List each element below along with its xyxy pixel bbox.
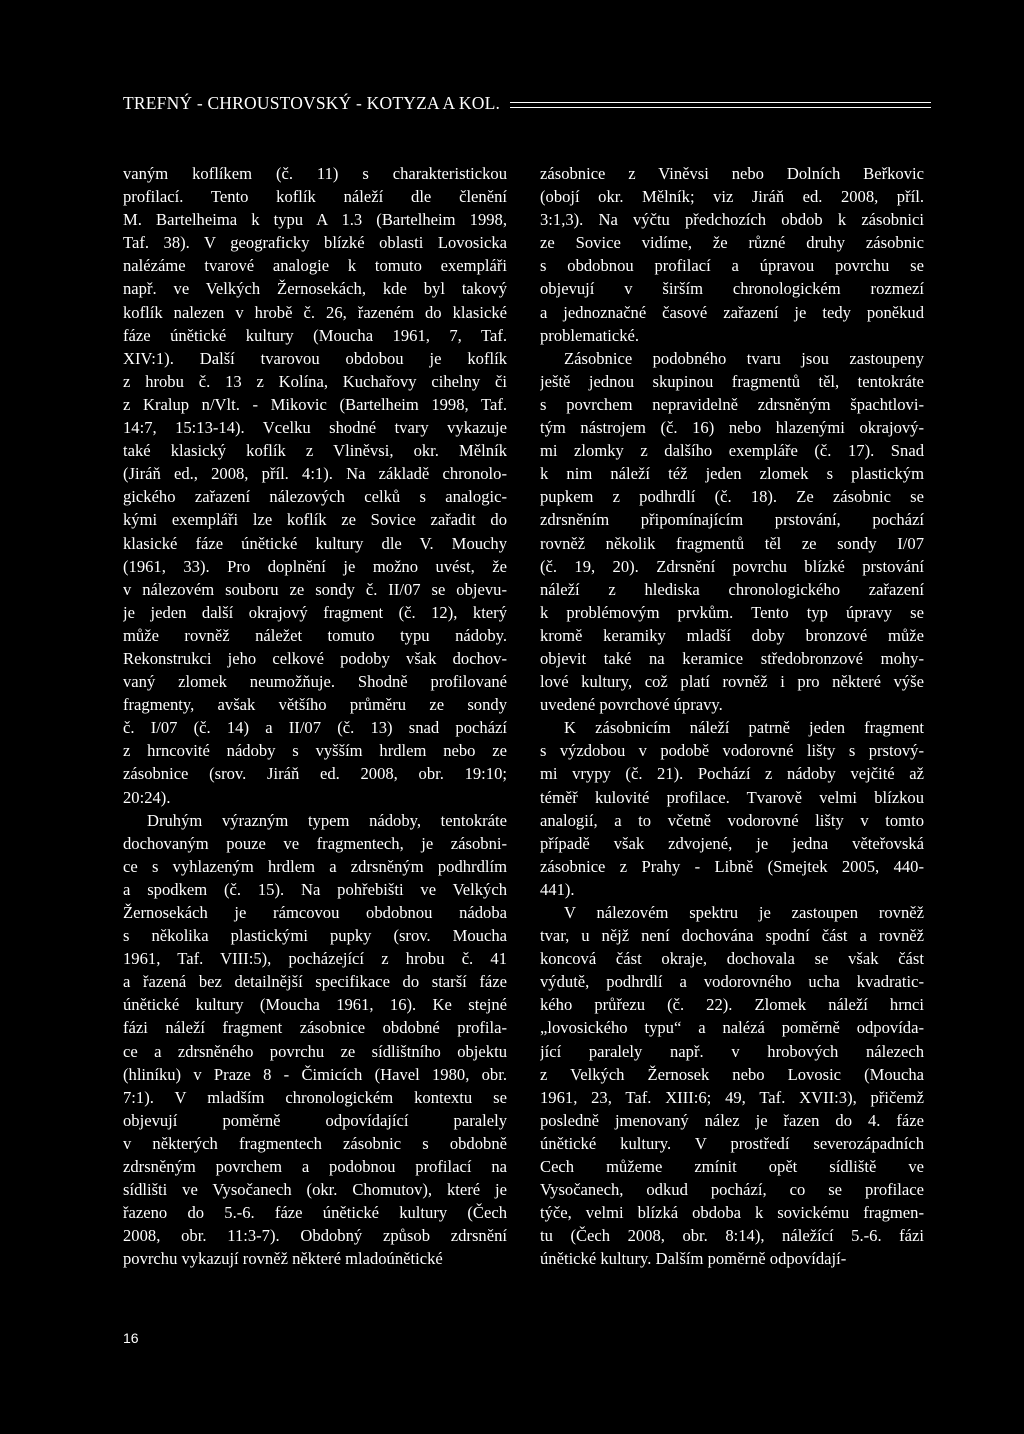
text-line: Taf. 38). V geograficky blízké oblasti Lovosicka xyxy=(123,233,507,253)
text-line: povrchu vykazují rovněž některé mladoúnětické xyxy=(123,1249,443,1269)
text-line: kromě keramiky mladší doby bronzové může xyxy=(540,625,924,645)
text-line: pupkem z podhrdlí (č. 18). Ze zásobnic se xyxy=(540,487,924,507)
text-line: vaným koflíkem (č. 11) s charakteristickou xyxy=(123,164,507,183)
text-line: mi vrypy (č. 21). Pochází z nádoby vejčité až xyxy=(540,764,924,784)
text-line: tvar, u nějž není dochována spodní část a rovněž xyxy=(540,926,924,946)
text-line: tu (Čech 2008, obr. 8:14), náležící 5.-6. fázi xyxy=(540,1226,924,1246)
text-line: zásobnice z Viněvsi nebo Dolních Beřkovic xyxy=(540,164,924,183)
text-line: sídlišti ve Vysočanech (okr. Chomutov), které je xyxy=(123,1180,507,1200)
text-line: tým nástrojem (č. 16) nebo hlazenými okrajový- xyxy=(540,418,924,438)
text-line: a řazená bez detailnější specifikace do starší fáze xyxy=(123,972,507,992)
text-line: fragmenty, avšak většího průměru ze sondy xyxy=(123,695,507,715)
text-line: k nim náleží též jeden zlomek s plastickým xyxy=(540,464,924,484)
text-line: z Kralup n/Vlt. - Mikovic (Bartelheim 1998, Taf. xyxy=(123,394,507,414)
text-line: únětické kultury (Moucha 1961, 16). Ke stejné xyxy=(123,995,507,1015)
text-line: č. I/07 (č. 14) a II/07 (č. 13) snad pochází xyxy=(123,718,507,738)
text-line: řazeno do 5.-6. fáze únětické kultury (Čech xyxy=(123,1203,507,1223)
text-line: s několika plastickými pupky (srov. Moucha xyxy=(123,926,507,946)
left-text-column xyxy=(123,162,507,1271)
text-line: 1961, 23, Taf. XIII:6; 49, Taf. XVII:3), přičemž xyxy=(540,1087,924,1107)
text-line: objevují v širším chronologickém rozmezí xyxy=(540,279,924,299)
text-line: fáze únětické kultury (Moucha 1961, 7, Taf. xyxy=(123,325,507,345)
text-line: např. ve Velkých Žernosekách, kde byl takový xyxy=(123,279,507,299)
text-line: fázi náleží fragment zásobnice obdobné profila- xyxy=(123,1018,507,1038)
running-header xyxy=(123,93,931,114)
text-line: mi zlomky z dalšího exempláře (č. 17). Snad xyxy=(540,441,924,461)
text-line: z hrobu č. 13 z Kolína, Kuchařovy cihelny či xyxy=(123,371,507,391)
text-line: a jednoznačné časové zařazení je tedy poněkud xyxy=(540,302,924,322)
text-line: klasické fáze únětické kultury dle V. Mouchy xyxy=(123,533,507,553)
text-line: rovněž několik fragmentů těl ze sondy I/07 xyxy=(540,533,924,553)
text-line: V nálezovém spektru je zastoupen rovněž xyxy=(564,903,924,922)
text-line: náleží z hlediska chronologického zařazení xyxy=(540,579,924,599)
text-line: analogií, a to včetně vodorovné lišty v tomto xyxy=(540,810,924,830)
text-line: Žernosekách je rámcovou obdobnou nádoba xyxy=(123,903,507,922)
text-line: zásobnice z Prahy - Libně (Smejtek 2005, 440- xyxy=(540,856,924,876)
text-line: XIV:1). Další tvarovou obdobou je koflík xyxy=(123,348,507,368)
text-line: 20:24). xyxy=(123,787,171,807)
text-line: je jeden další okrajový fragment (č. 12), který xyxy=(123,602,507,622)
text-line: případě však zdvojené, je jedna věteřovská xyxy=(540,833,924,853)
text-line: zásobnice (srov. Jiráň ed. 2008, obr. 19:10; xyxy=(123,764,507,784)
text-line: výdutě, podhrdlí a vodorovného ucha kvadratic- xyxy=(540,972,924,992)
text-line: nalézáme tvarové analogie k tomuto exempláři xyxy=(123,256,507,276)
right-text-column xyxy=(540,162,924,1271)
text-line: může rovněž náležet tomuto typu nádoby. xyxy=(123,625,507,645)
header-double-rule xyxy=(510,102,931,108)
text-line: 3:1,3). Na výčtu předchozích obdob k zásobnici xyxy=(540,210,924,230)
text-line: koncová část okraje, dochovala se však část xyxy=(540,949,924,969)
text-line: 7:1). V mladším chronologickém kontextu se xyxy=(123,1087,507,1107)
text-line: také klasický koflík z Vliněvsi, okr. Mělník xyxy=(123,441,507,461)
text-line: gického zařazení nálezových celků s analogic- xyxy=(123,487,507,507)
text-line: (1961, 33). Pro doplnění je možno uvést, že xyxy=(123,556,507,576)
text-line: objevit také na keramice středobronzové mohy- xyxy=(540,648,924,668)
text-line: zdrsněným povrchem a podobnou profilací na xyxy=(123,1157,507,1177)
text-line: kého průřezu (č. 22). Zlomek náleží hrnci xyxy=(540,995,924,1015)
text-line: a spodkem (č. 15). Na pohřebišti ve Velkých xyxy=(123,879,507,899)
text-line: M. Bartelheima k typu A 1.3 (Bartelheim 1998, xyxy=(123,210,507,230)
text-line: (č. 19, 20). Zdrsnění povrchu blízké prstování xyxy=(540,556,924,576)
text-line: 2008, obr. 11:3-7). Obdobný způsob zdrsnění xyxy=(123,1226,507,1246)
text-line: ce s vyhlazeným hrdlem a zdrsněným podhrdlím xyxy=(123,856,507,876)
text-line: Zásobnice podobného tvaru jsou zastoupeny xyxy=(564,348,924,368)
text-line: (Jiráň ed., 2008, příl. 4:1). Na základě chronolo- xyxy=(123,464,507,484)
text-line: koflík nalezen v hrobě č. 26, řazeném do klasické xyxy=(123,302,507,322)
text-line: lové kultury, což platí rovněž i pro některé výše xyxy=(540,672,924,692)
text-line: objevují poměrně odpovídající paralely xyxy=(123,1110,507,1130)
text-line: vaný zlomek neumožňuje. Shodně profilované xyxy=(123,672,507,692)
text-line: (obojí okr. Mělník; viz Jiráň ed. 2008, příl. xyxy=(540,187,924,207)
running-title: TREFNÝ - CHROUSTOVSKÝ - KOTYZA A KOL. xyxy=(123,93,501,113)
text-line: problematické. xyxy=(540,325,640,345)
text-line: s obdobnou profilací a úpravou povrchu se xyxy=(540,256,924,276)
text-line: v nálezovém souboru ze sondy č. II/07 se objevu- xyxy=(123,579,507,599)
text-line: dochovaným pouze ve fragmentech, je zásobni- xyxy=(123,833,507,853)
text-line: ještě jednou skupinou fragmentů těl, tentokráte xyxy=(540,371,924,391)
text-line: Cech můžeme zmínit opět sídliště ve xyxy=(540,1157,924,1177)
text-line: téměř kulovité profilace. Tvarově velmi blízkou xyxy=(540,787,924,807)
text-line: 14:7, 15:13-14). Vcelku shodné tvary vykazuje xyxy=(123,418,507,438)
page-number: 16 xyxy=(123,1330,139,1346)
text-line: v některých fragmentech zásobnic s obdobně xyxy=(123,1133,507,1153)
text-line: Rekonstrukci jeho celkové podoby však dochov- xyxy=(123,648,507,668)
text-line: z hrncovité nádoby s vyšším hrdlem nebo ze xyxy=(123,741,507,761)
text-line: týče, velmi blízká obdoba k sovickému fragmen- xyxy=(540,1203,924,1223)
text-line: s výzdobou v podobě vodorovné lišty s prstový- xyxy=(540,741,924,761)
text-line: 441). xyxy=(540,879,575,899)
text-line: Druhým výrazným typem nádoby, tentokráte xyxy=(147,810,507,830)
text-line: ce a zdrsněného povrchu ze sídlištního objektu xyxy=(123,1041,507,1061)
text-line: zdrsněním připomínajícím prstování, pochází xyxy=(540,510,924,530)
text-line: 1961, Taf. VIII:5), pocházející z hrobu č. 41 xyxy=(123,949,507,969)
text-line: „lovosického typu“ a nalézá poměrně odpovída- xyxy=(540,1018,924,1038)
text-line: kými exempláři lze koflík ze Sovice zařadit do xyxy=(123,510,507,530)
text-line: s povrchem nepravidelně zdrsněným špachtlovi- xyxy=(540,394,924,414)
text-line: profilací. Tento koflík náleží dle členění xyxy=(123,187,507,207)
text-line: (hliníku) v Praze 8 - Čimicích (Havel 1980, obr. xyxy=(123,1064,507,1084)
text-line: z Velkých Žernosek nebo Lovosic (Moucha xyxy=(540,1064,924,1084)
text-line: k problémovým prvkům. Tento typ úpravy se xyxy=(540,602,924,622)
text-line: K zásobnicím náleží patrně jeden fragment xyxy=(564,718,924,738)
text-line: jící paralely např. v hrobových nálezech xyxy=(540,1041,924,1061)
text-line: únětické kultury. V prostředí severozápadních xyxy=(540,1133,924,1153)
text-line: uvedené povrchové úpravy. xyxy=(540,695,723,715)
text-line: Vysočanech, odkud pochází, co se profilace xyxy=(540,1180,924,1200)
text-line: posledně jmenovaný nález je řazen do 4. fáze xyxy=(540,1110,924,1130)
text-line: ze Sovice vidíme, že různé druhy zásobnic xyxy=(540,233,924,253)
text-line: únětické kultury. Dalším poměrně odpovídají- xyxy=(540,1249,847,1269)
